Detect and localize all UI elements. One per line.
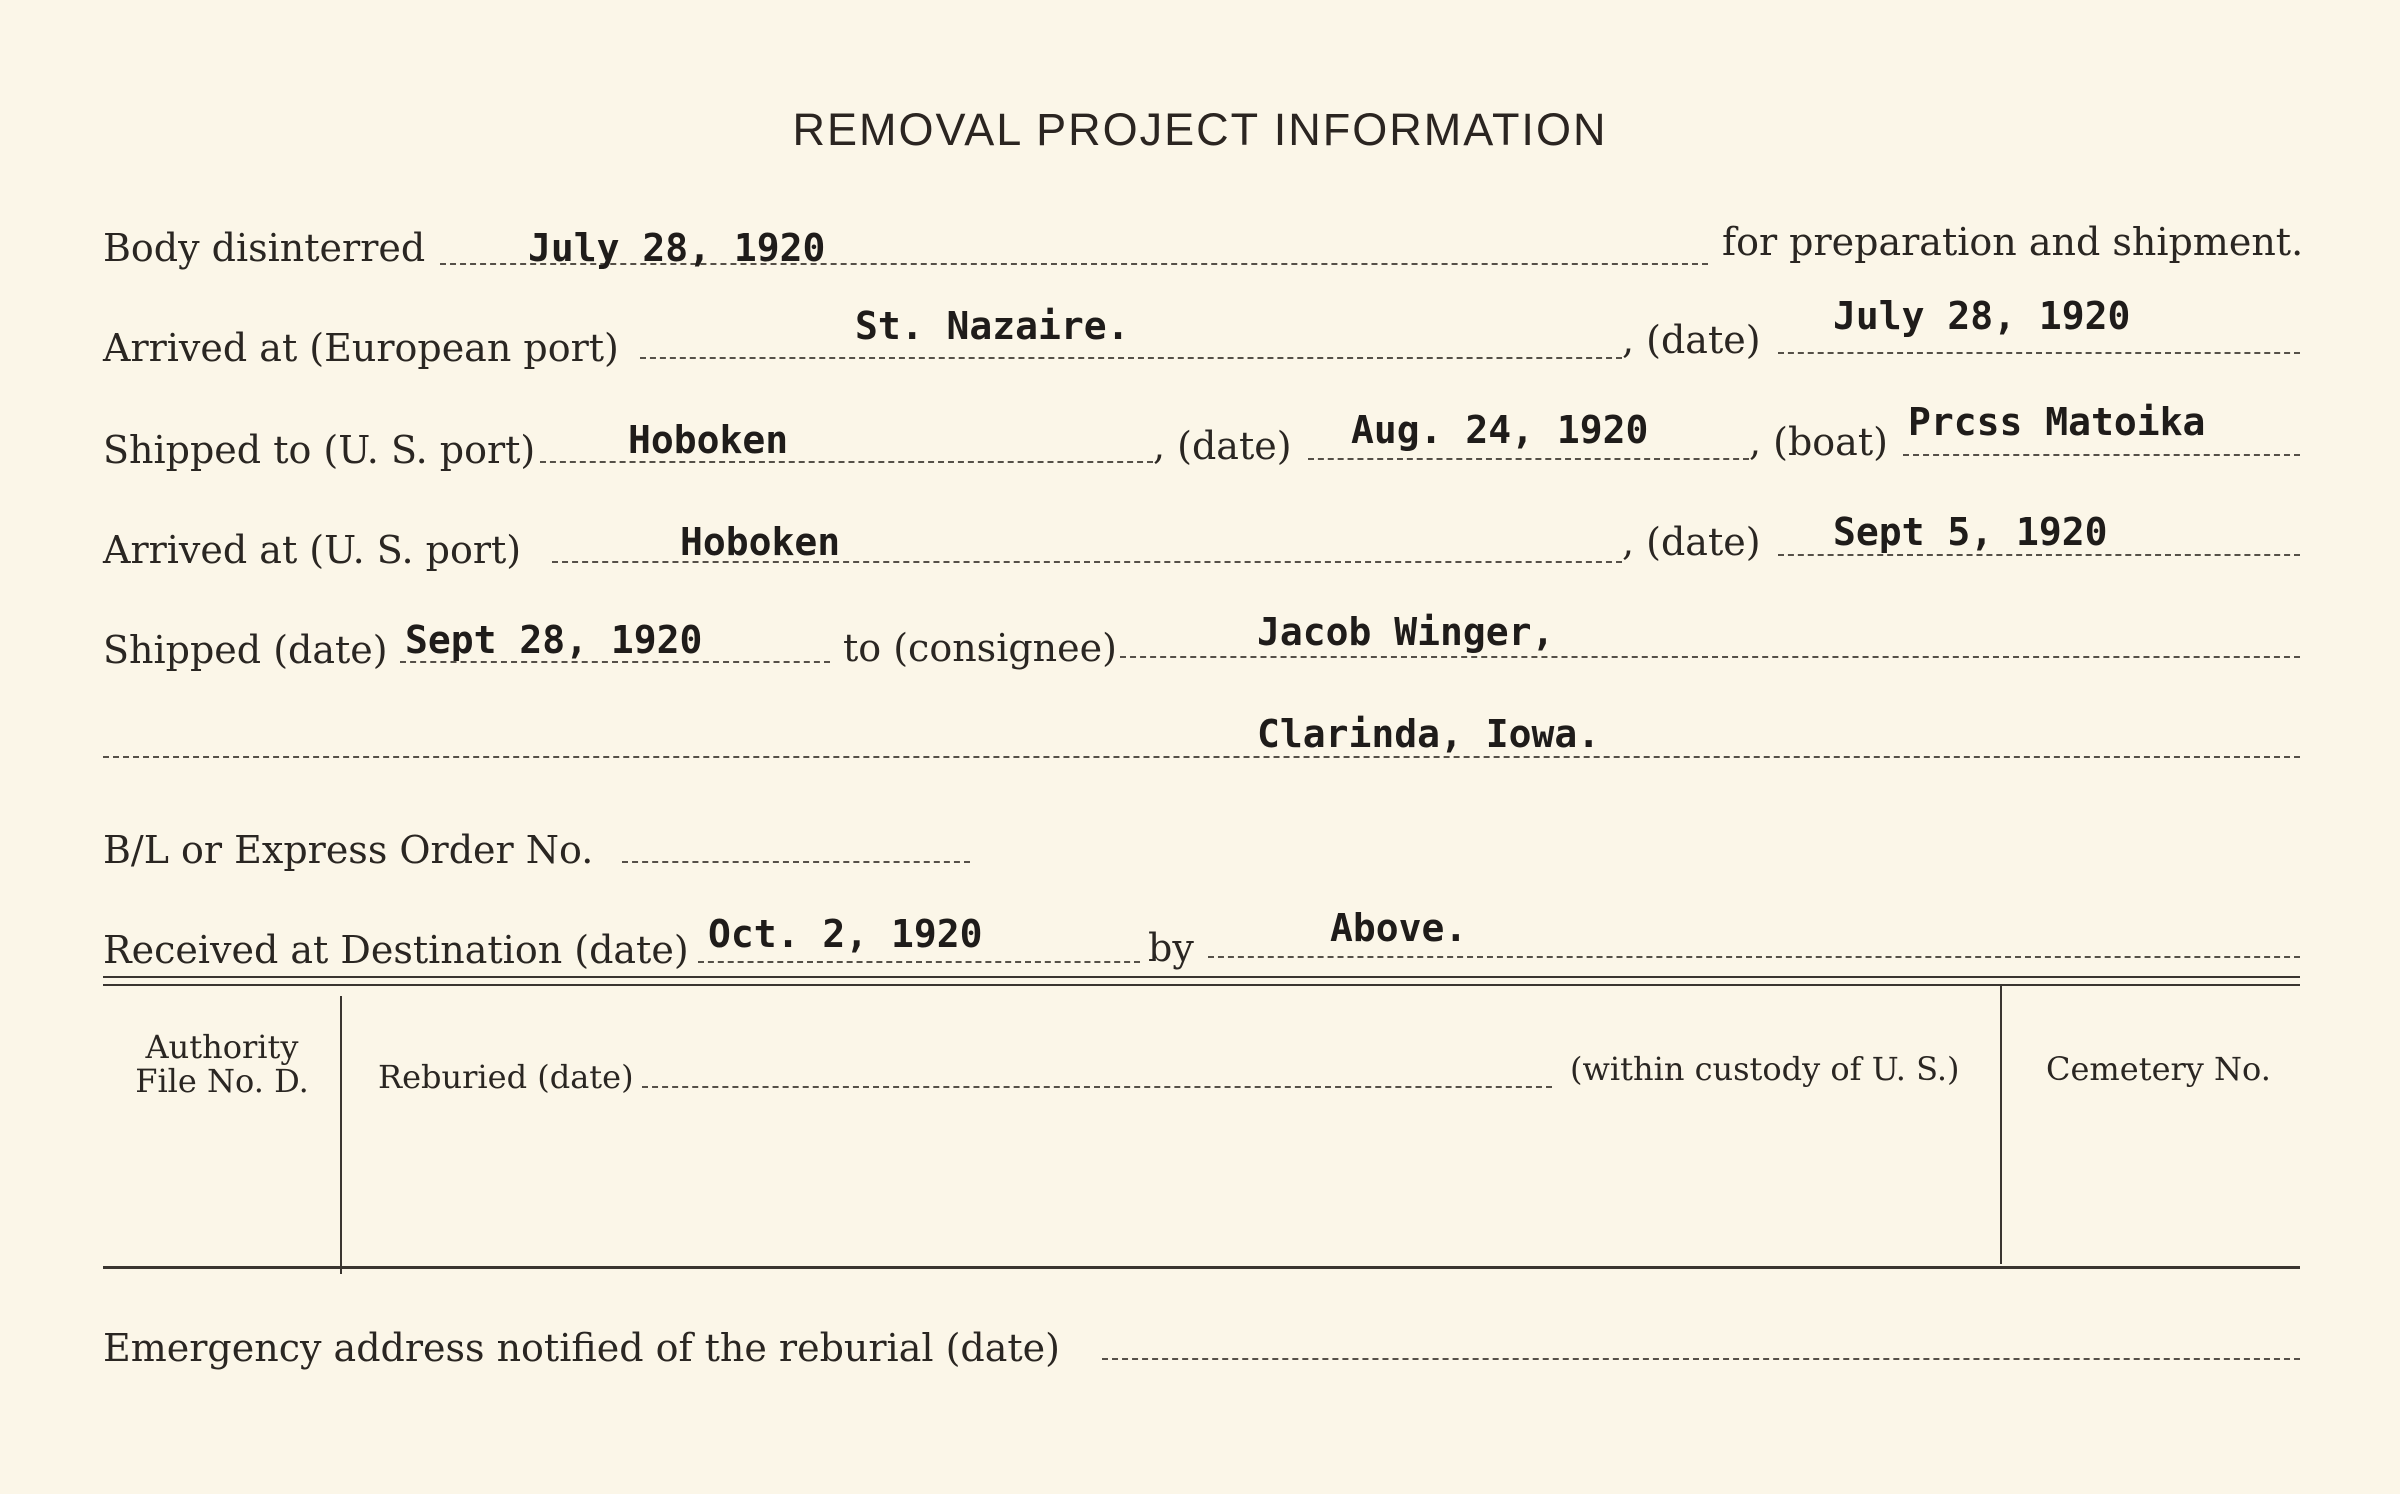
us-arrival-date-label: , (date) [1622, 520, 1761, 564]
european-port-value: St. Nazaire. [855, 304, 1130, 348]
card-title: REMOVAL PROJECT INFORMATION [792, 104, 1608, 155]
table-divider-right [2000, 986, 2002, 1264]
emergency-address-label: Emergency address notified of the reburial (date) [103, 1326, 1060, 1370]
shipped-date-label: Shipped (date) [103, 628, 388, 672]
reburied-date-label: Reburied (date) [378, 1058, 634, 1096]
boat-label: , (boat) [1749, 420, 1888, 464]
arrived-us-port-value: Hoboken [680, 520, 841, 564]
consignee-address-value: Clarinda, Iowa. [1257, 712, 1601, 756]
received-date-value: Oct. 2, 1920 [708, 912, 983, 956]
bl-express-label: B/L or Express Order No. [103, 828, 594, 872]
cemetery-no-label: Cemetery No. [2046, 1050, 2271, 1088]
consignee-name-value: Jacob Winger, [1257, 610, 1555, 654]
us-arrival-date-value: Sept 5, 1920 [1833, 510, 2108, 554]
european-date-label: , (date) [1622, 318, 1761, 362]
shipped-to-us-port-label: Shipped to (U. S. port) [103, 428, 536, 472]
boat-value: Prcss Matoika [1908, 400, 2206, 444]
body-disinterred-value: July 28, 1920 [528, 226, 826, 270]
authority-label-line1: Authority [145, 1028, 299, 1066]
received-by-line [1208, 956, 2300, 958]
ship-date-value: Aug. 24, 1920 [1351, 408, 1649, 452]
bl-express-line [622, 861, 970, 863]
table-top-rule-double [103, 984, 2300, 986]
us-arrival-date-line [1778, 554, 2300, 556]
arrived-european-port-label: Arrived at (European port) [103, 326, 619, 370]
emergency-address-line [1102, 1358, 2300, 1360]
table-bottom-rule [103, 1266, 2300, 1269]
authority-file-label [108, 1030, 336, 1098]
by-label: by [1148, 926, 1194, 970]
table-top-rule [103, 976, 2300, 978]
received-by-value: Above. [1330, 906, 1468, 950]
european-port-line [640, 357, 1622, 359]
shipped-to-us-port-value: Hoboken [628, 418, 789, 462]
table-divider-left [340, 996, 342, 1274]
arrived-us-port-label: Arrived at (U. S. port) [103, 528, 522, 572]
within-custody-label: (within custody of U. S.) [1570, 1050, 1960, 1088]
shipped-date-value: Sept 28, 1920 [405, 618, 703, 662]
european-date-value: July 28, 1920 [1833, 294, 2131, 338]
to-consignee-label: to (consignee) [843, 626, 1117, 670]
received-date-line [698, 961, 1140, 963]
european-date-line [1778, 352, 2300, 354]
ship-date-line [1308, 458, 1749, 460]
consignee-line-2 [103, 756, 2300, 758]
ship-date-label: , (date) [1153, 424, 1292, 468]
for-preparation-label: for preparation and shipment. [1722, 220, 2304, 264]
body-disinterred-label: Body disinterred [103, 226, 426, 270]
authority-label-line2: File No. D. [135, 1062, 309, 1100]
reburied-date-line [642, 1086, 1552, 1088]
received-destination-label: Received at Destination (date) [103, 928, 689, 972]
boat-line [1903, 454, 2300, 456]
consignee-line-1 [1120, 656, 2300, 658]
